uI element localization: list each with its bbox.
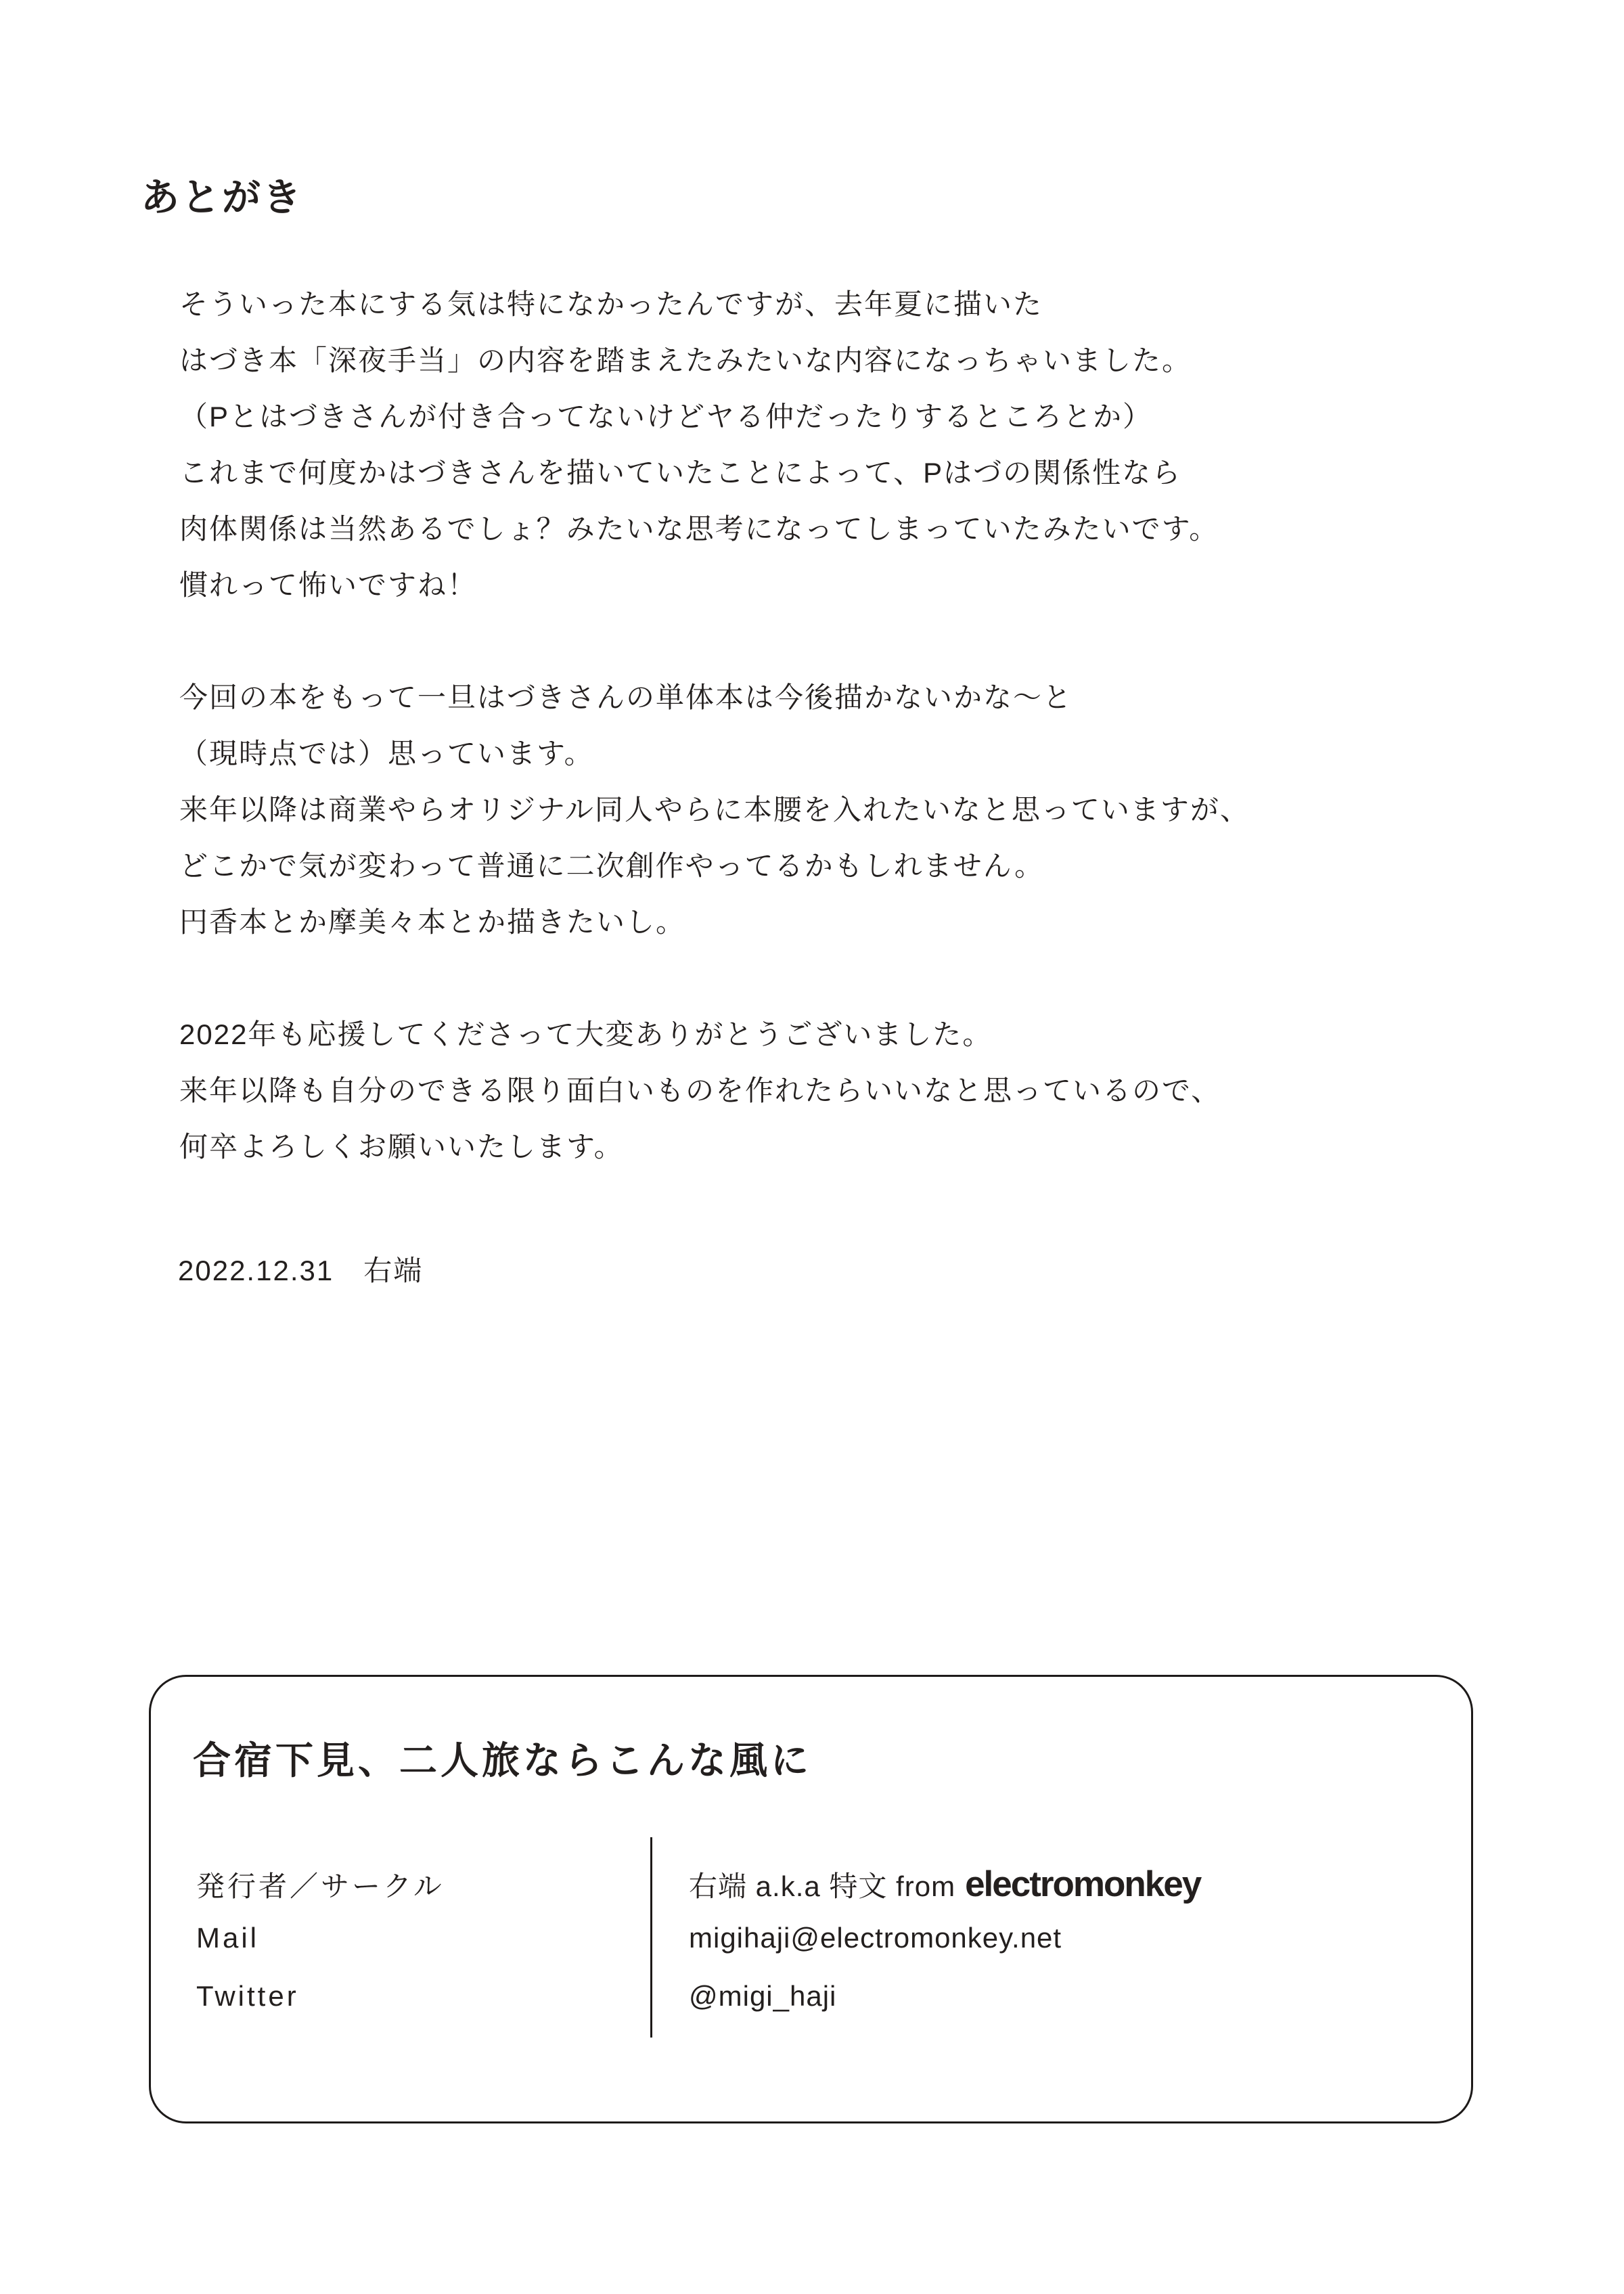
text-line: 2022年も応援してくださって大変ありがとうございました。 <box>179 1018 993 1050</box>
twitter-label: Twitter <box>196 1980 299 2012</box>
twitter-value: @migi_haji <box>689 1980 837 2012</box>
text-line: 来年以降は商業やらオリジナル同人やらに本腰を入れたいなと思っていますが、 <box>179 794 1250 826</box>
text-line: 来年以降も自分のできる限り面白いものを作れたらいいなと思っているので、 <box>179 1075 1221 1106</box>
text-line: 肉体関係は当然あるでしょ？みたいな思考になってしまっていたみたいです。 <box>179 513 1219 545</box>
text-line: はづき本「深夜手当」の内容を踏まえたみたいな内容になっちゃいました。 <box>179 344 1192 376</box>
text-line: 円香本とか摩美々本とか描きたいし。 <box>179 906 686 938</box>
colophon-box <box>149 1675 1473 2123</box>
date-signature: 2022.12.31 右端 <box>178 1255 424 1286</box>
publisher-label: 発行者／サークル <box>196 1870 445 1902</box>
page-title: あとがき <box>141 176 303 219</box>
afterword-body <box>179 276 1250 1231</box>
paragraph-1 <box>179 276 1250 613</box>
text-line: そういった本にする気は特になかったんですが、去年夏に描いた <box>179 288 1043 320</box>
text-line: （現時点では）思っています。 <box>179 738 594 769</box>
book-title: 合宿下見、二人旅ならこんな風に <box>193 1739 812 1782</box>
mail-label: Mail <box>196 1922 260 1954</box>
paragraph-2 <box>179 669 1250 950</box>
electromonkey-logo: electromonkey <box>965 1864 1201 1904</box>
publisher-value <box>689 1864 1200 1905</box>
text-line: 今回の本をもって一旦はづきさんの単体本は今後描かないかな～と <box>179 681 1073 713</box>
mail-value: migihaji@electromonkey.net <box>689 1922 1062 1954</box>
text-line: 慣れって怖いですね！ <box>179 569 478 601</box>
colophon-row-publisher <box>196 1864 1430 1905</box>
paragraph-3 <box>179 1006 1250 1175</box>
text-line: これまで何度かはづきさんを描いていたことによって、Pはづの関係性なら <box>179 457 1182 489</box>
colophon-row-twitter <box>196 1980 1430 2012</box>
text-line: どこかで気が変わって普通に二次創作やってるかもしれません。 <box>179 850 1045 882</box>
publisher-name: 右端 a.k.a 特文 from <box>689 1870 956 1902</box>
colophon-row-mail <box>196 1922 1430 1954</box>
text-line: （Pとはづきさんが付き合ってないけどヤる仲だったりするところとか） <box>179 401 1153 432</box>
text-line: 何卒よろしくお願いいたします。 <box>179 1131 624 1163</box>
